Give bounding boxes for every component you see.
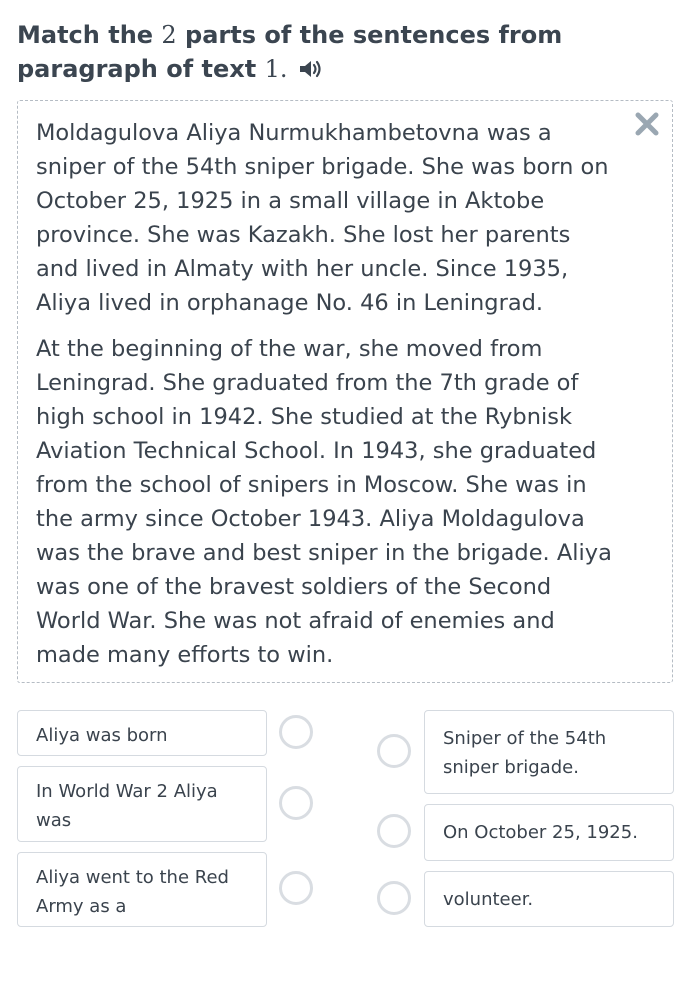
left-item-label: Aliya was born	[36, 725, 168, 746]
left-item-2[interactable]	[17, 766, 267, 842]
left-match-radio-1[interactable]	[279, 715, 313, 749]
right-item-3[interactable]	[424, 871, 674, 927]
left-match-radio-3[interactable]	[279, 871, 313, 905]
task-title	[17, 18, 677, 89]
right-match-radio-1[interactable]	[377, 734, 411, 768]
speaker-icon[interactable]	[298, 55, 324, 89]
title-text-1: Match the	[17, 21, 162, 49]
reading-text-panel	[17, 100, 673, 683]
right-match-radio-3[interactable]	[377, 881, 411, 915]
left-item-label: Aliya went to the Red Army as a	[36, 867, 229, 917]
right-item-label: volunteer.	[443, 889, 534, 910]
left-item-3[interactable]	[17, 852, 267, 927]
right-item-1[interactable]	[424, 710, 674, 794]
right-match-radio-2[interactable]	[377, 814, 411, 848]
close-icon[interactable]	[634, 111, 660, 137]
left-item-1[interactable]	[17, 710, 267, 756]
right-item-label: On October 25, 1925.	[443, 822, 638, 843]
title-number-1: 2	[161, 21, 177, 49]
right-item-label: Sniper of the 54th sniper brigade.	[443, 728, 607, 778]
paragraph-1: Moldagulova Aliya Nurmukhambetovna was a sniper of the 54th sniper brigade. She was born on October 25, 1925 in a small village in Aktobe province. She was Kazakh. She lost her parents and lived in Almaty with her uncle. Since 1935, Aliya lived in orphanage No. 46 in Leningrad.	[36, 120, 609, 316]
right-item-2[interactable]	[424, 804, 674, 861]
left-match-radio-2[interactable]	[279, 786, 313, 820]
title-number-2: 1.	[264, 55, 288, 83]
left-item-label: In World War 2 Aliya was	[36, 781, 218, 831]
paragraph-2: At the beginning of the war, she moved from Leningrad. She graduated from the 7th grade of high school in 1942. She studied at the Rybnisk Aviation Technical School. In 1943, she graduated from the school of snipers in Moscow. She was in the army since October 1943. Aliya Moldagulova was the brave and best sniper in the brigade. Aliya was one of the bravest soldiers of the Second World War. She was not afraid of enemies and made many efforts to win.	[36, 336, 612, 668]
title-text-2: parts of the sentences from paragraph of text	[17, 21, 563, 83]
